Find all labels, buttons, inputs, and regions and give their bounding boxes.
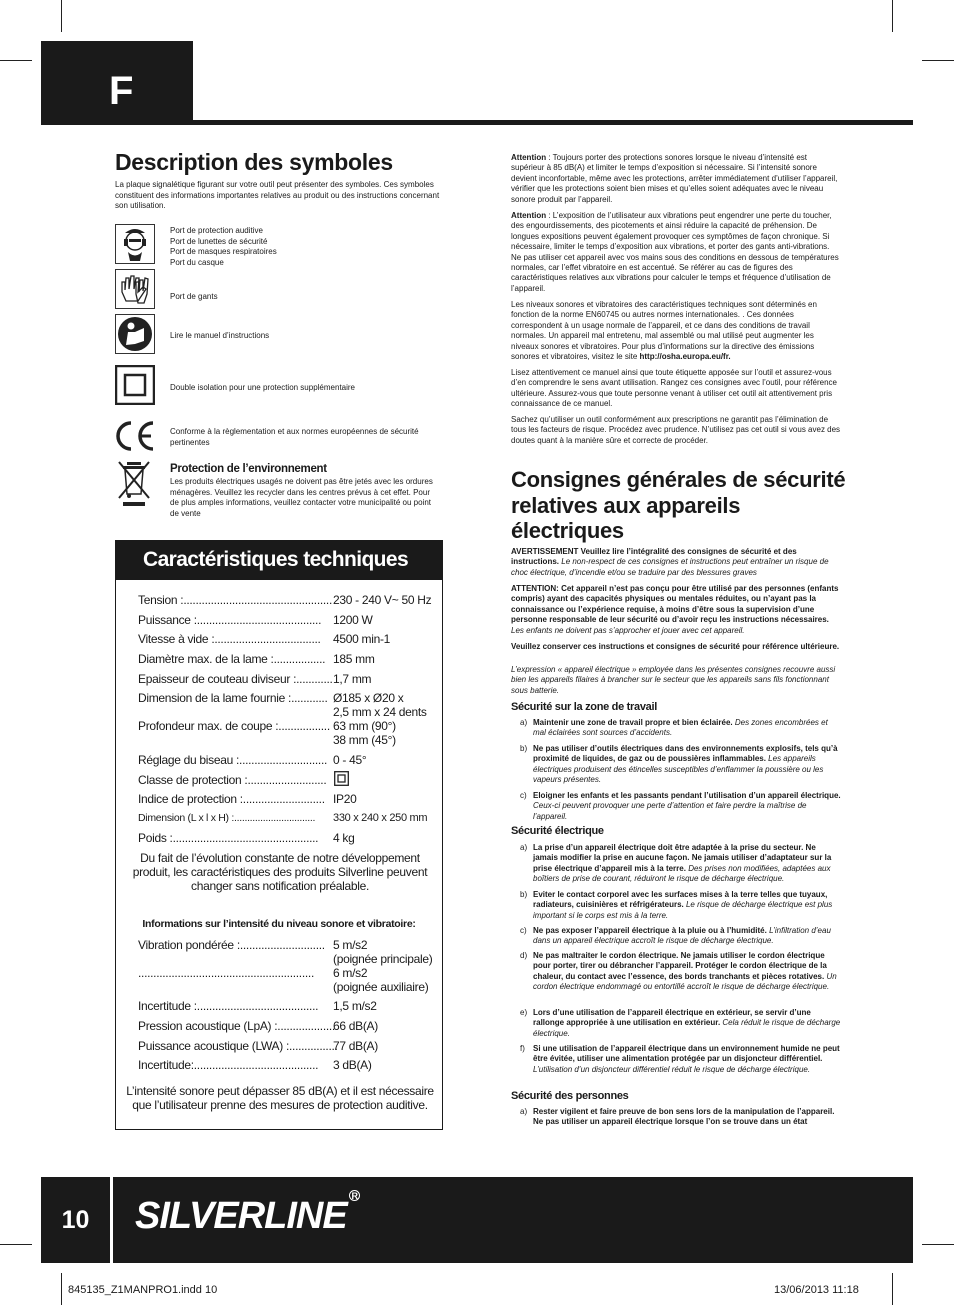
spec-label: Réglage du biseau :............................. [138, 753, 328, 767]
spec-value: 2,5 mm x 24 dents [333, 705, 427, 719]
silverline-logo [135, 1188, 435, 1244]
noise-label: Vibration pondérée :............................ [138, 938, 325, 952]
crop-mark [922, 60, 954, 61]
ppe-text-2: Port de lunettes de sécurité [170, 236, 268, 246]
tech-note: Du fait de l’évolution constante de notre développement produit, les caractéristiques des produits Silverline peuvent changer sans notification préalable. [132, 851, 428, 893]
noise-label: Incertitude:......................................... [138, 1058, 319, 1072]
noise-label: Incertitude :........................................ [138, 999, 319, 1013]
people-title: Sécurité des personnes [511, 1090, 629, 1102]
noise-label: Puissance acoustique (LWA) :................ [138, 1039, 338, 1053]
file-info: 845135_Z1MANPRO1.indd 10 [68, 1284, 218, 1296]
spec-value: IP20 [333, 792, 357, 806]
list-item: d) Ne pas maltraiter le cordon électrique. Ne jamais utiliser le cordon électrique pour porter, tirer ou débrancher l’appareil. Protéger le cordon électrique de la chaleur, du contact avec l’essence, des bords tranchants et pièces rotatives. Un cordon électrique endommagé ou entortillé accroît le risque de décharge électrique. [520, 951, 837, 992]
crop-mark [892, 1273, 893, 1305]
weee-bin-icon [117, 458, 151, 508]
symbols-intro: La plaque signalétique figurant sur votre outil peut présenter des symboles. Ces symboles constituent des informations importantes relatives au produit ou des instructions concernant son utilisation. [115, 180, 440, 210]
spec-label: Tension :................................................. [138, 593, 332, 607]
symbols-title: Description des symboles [115, 149, 393, 175]
risk-note: Sachez qu’utiliser un outil conformément aux prescriptions ne garantit pas l’élimination de tous les facteurs de risque. Procédez avec prudence. N’utilisez pas cet outil si vous avez des doutes quant à la manière sûre et correcte de procéder. [511, 415, 841, 445]
spec-value: 330 x 240 x 250 mm [333, 812, 428, 824]
tech-specs-title: Caractéristiques techniques [115, 540, 443, 580]
spec-value: 4500 min-1 [333, 632, 391, 646]
page-number: 10 [41, 1177, 113, 1263]
safety-title: Consignes générales de sécurité relatives aux appareils électriques [511, 467, 846, 543]
list-item: f) Si une utilisation de l’appareil électrique dans un environnement humide ne peut être évitée, utiliser une alimentation protégée par un disjoncteur différentiel. L’utilisation d’un disjoncteur différentiel réduit le risque de décharge électrique. [520, 1044, 840, 1074]
double-insulation-icon [115, 365, 155, 405]
noise-value: 6 m/s2 [333, 966, 368, 980]
noise-value: 5 m/s2 [333, 938, 368, 952]
noise-label: Pression acoustique (LpA) :................... [138, 1019, 335, 1033]
brand-name: SILVERLINE [135, 1194, 347, 1237]
list-item: a) Rester vigilent et faire preuve de bon sens lors de la manipulation de l’appareil. Ne pas utiliser un appareil électrique lorsque l’on se trouve dans un état [520, 1107, 835, 1127]
levels-text: Les niveaux sonores et vibratoires des caractéristiques techniques sont déterminés en fonction de la norme EN60745 ou autres normes internationales. . Ces données correspondent à un usage normale de l’appareil, et ce dans des conditions de travail normales. Un appareil mal entretenu, mal assemblé ou mal utilisé peut augmenter les niveaux sonores et vibratoires. Pour plus d’informations sur la directive des émissions sonores et vibratoires, visitez le site http://osha.europa.eu/fr. [511, 300, 817, 362]
spec-label: Puissance :......................................... [138, 613, 322, 627]
attention-vibration: Attention : L’exposition de l’utilisateur aux vibrations peut engendrer une perte du toucher, des engourdissements, des picotements et ainsi réduire la capacité de préhension. De longues expositions peuvent également provoquer ces symptômes de façon chronique. Si nécessaire, limiter le temps d’exposition aux vibrations, et porter des gants anti-vibrations. Ne pas utiliser cet appareil avec vos mains sous des conditions en dessous de températures normales, car l’effet vibratoire en est accentué. Se référer au cas de figures des caractéristiques relatives aux vibrations pour calculer le temps et fréquence d’utilisation de l’appareil. [511, 211, 839, 293]
gloves-icon [115, 269, 155, 309]
list-item: b) Eviter le contact corporel avec les surfaces mises à la terre telles que tuyaux, radiateurs, cuisinières et réfrigérateurs. Le risque de décharge électrique est plus important si le corps est mis à la terre. [520, 890, 833, 920]
attention-children: ATTENTION: Cet appareil n’est pas conçu pour être utilisé par des personnes (enfants compris) ayant des capacités physiques ou mentales réduites, ou n’ayant pas la connaissance ou l’expérience requise, à moins d’être sous la supervision d’une personne responsable de leur sécurité ou d’avoir reçu les instructions nécessaires. Les enfants ne doivent pas s’approcher et jouer avec cet appareil. [511, 584, 839, 635]
crop-mark [892, 0, 893, 32]
environment-text: Les produits électriques usagés ne doivent pas être jetés avec les ordures ménagères. Veuillez les recycler dans les centres prévus à cet effet. Pour de plus amples informations, veuillez contacter votre municipalité ou point de vente [170, 477, 433, 518]
list-item: a) Maintenir une zone de travail propre et bien éclairée. Des zones encombrées et mal éclairées sont sources d’accidents. [520, 718, 828, 738]
ppe-text-1: Port de protection auditive [170, 226, 263, 235]
read-manual-text: Lisez attentivement ce manuel ainsi que toute étiquette apposée sur l’outil et assurez-vous d’en comprendre le sens avant utilisation. Rangez ces consignes avec l’outil, pour référence ultérieure. Assurez-vous que toute personne venant à utiliser cet outil ait attentivement pris connaissance de ce manuel. [511, 368, 837, 409]
crop-mark [61, 1273, 62, 1305]
spec-value: 1,7 mm [333, 672, 372, 686]
registered-icon: R [349, 1190, 360, 1201]
crop-mark [61, 0, 62, 32]
manual-text: Lire le manuel d’instructions [170, 331, 270, 340]
header-rule [41, 120, 913, 125]
spec-value: 1200 W [333, 613, 373, 627]
ce-icon [113, 418, 157, 454]
file-datetime: 13/06/2013 11:18 [774, 1284, 859, 1296]
noise-label: .......................................................... [138, 966, 314, 980]
zone-title: Sécurité sur la zone de travail [511, 701, 657, 713]
spec-value: 0 - 45° [333, 753, 367, 767]
noise-value: 3 dB(A) [333, 1058, 372, 1072]
list-item: c) Ne pas exposer l’appareil électrique à la pluie ou à l’humidité. L’infiltration d’eau dans un appareil électrique accroît le risque de décharge électrique. [520, 926, 831, 946]
list-item: b) Ne pas utiliser d’outils électriques dans des environnements explosifs, tels qu’à proximité de liquides, de gaz ou de poussières inflammables. Les appareils électriques produisent des étincelles susceptibles d’enflammer la poussière ou les vapeurs présentes. [520, 744, 838, 785]
spec-value: Ø185 x Ø20 x [333, 691, 404, 705]
environment-title: Protection de l’environnement [170, 463, 327, 475]
spec-label: Classe de protection :.......................... [138, 773, 327, 787]
crop-mark [0, 60, 32, 61]
ppe-text-3: Port de masques respiratoires [170, 247, 277, 256]
electrical-title: Sécurité électrique [511, 825, 604, 837]
noise-value: 77 dB(A) [333, 1039, 378, 1053]
noise-note: L’intensité sonore peut dépasser 85 dB(A) et il est nécessaire que l’utilisateur prenne des mesures de protection auditive. [126, 1084, 434, 1112]
spec-value: 230 - 240 V~ 50 Hz [333, 593, 432, 607]
spec-label: Epaisseur de couteau diviseur :............ [138, 672, 333, 686]
spec-label: Diamètre max. de la lame :................. [138, 652, 326, 666]
expression-text: L’expression « appareil électrique » employée dans les présentes consignes recouvre aussi bien les appareils filaires à brancher sur le secteur que les appareils sans fils fonctionnant sous batterie. [511, 665, 836, 695]
list-item: a) La prise d’un appareil électrique doit être adaptée à la prise du secteur. Ne jamais modifier la prise en aucune façon. Ne jamais utiliser d’adaptateur sur la prise électrique d’appareil mis à la terre. Des prises non modifiées, adaptées aux boîtiers de prise de courant, réduiront le risque de décharge électrique. [520, 843, 832, 884]
language-tab: F [41, 41, 193, 123]
noise-value: (poignée principale) [333, 952, 433, 966]
spec-label: Profondeur max. de coupe :................. [138, 719, 330, 733]
double-insulation-text: Double isolation pour une protection supplémentaire [170, 383, 356, 392]
spec-value: 185 mm [333, 652, 375, 666]
spec-value: 38 mm (45°) [333, 733, 396, 747]
list-item: e) Lors d’une utilisation de l’appareil électrique en extérieur, se servir d’une rallonge appropriée à une utilisation en extérieur. Cela réduit le risque de décharge électrique. [520, 1008, 841, 1038]
spec-label: Indice de protection :........................... [138, 792, 325, 806]
warning-text: AVERTISSEMENT Veuillez lire l’intégralité des consignes de sécurité et des instructions. Le non-respect de ces consignes et instructions peut entraîner un risque de choc électrique, d’incendie et/ou se traduire par des blessures graves [511, 547, 829, 577]
noise-value: 66 dB(A) [333, 1019, 378, 1033]
attention-noise: Attention : Toujours porter des protections sonores lorsque le niveau d’intensité est supérieur à 85 dB(A) et limiter le temps d’exposition si nécessaire. Si l’intensité sonore devient inconfortable, même avec les protections, arrêter immédiatement d’utiliser l’appareil, vérifier que les protections soient bien mises et qu’elles soient adéquates avec le niveau sonore produit par l’appareil. [511, 153, 838, 204]
ce-text: Conforme à la règlementation et aux normes européennes de sécurité pertinentes [170, 427, 419, 447]
list-item: c) Eloigner les enfants et les passants pendant l’utilisation d’un appareil électrique. Ceux-ci peuvent provoquer une perte d’attention et faire perdre la maîtrise de l’appareil. [520, 791, 841, 821]
ppe-text-4: Port du casque [170, 257, 224, 267]
keep-instructions: Veuillez conserver ces instructions et consignes de sécurité pour référence ultérieure. [511, 642, 840, 651]
noise-value: 1,5 m/s2 [333, 999, 377, 1013]
double-insulation-icon [334, 771, 349, 786]
spec-label: Dimension de la lame fournie :............ [138, 691, 328, 705]
spec-label: Poids :................................................ [138, 831, 319, 845]
ppe-text [170, 226, 440, 268]
spec-label: Dimension (L x l x H) :............................... [138, 812, 316, 824]
manual-icon [115, 314, 155, 354]
spec-value: 63 mm (90°) [333, 719, 396, 733]
spec-value: 4 kg [333, 831, 355, 845]
ppe-icon [115, 224, 155, 264]
crop-mark [0, 1244, 32, 1245]
crop-mark [922, 1244, 954, 1245]
gloves-text: Port de gants [170, 292, 218, 301]
spec-label: Vitesse à vide :................................... [138, 632, 321, 646]
noise-title: Informations sur l’intensité du niveau sonore et vibratoire: [142, 918, 416, 930]
noise-value: (poignée auxiliaire) [333, 980, 429, 994]
